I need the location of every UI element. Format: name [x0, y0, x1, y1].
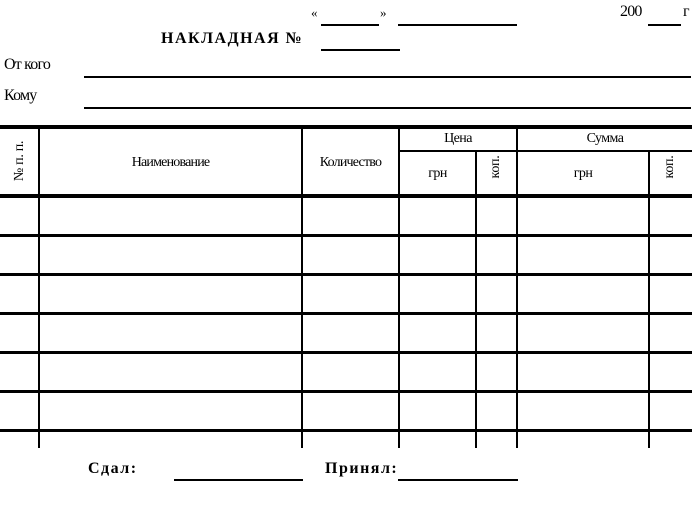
gave-label: Сдал: — [88, 460, 138, 477]
table-header-bottom — [0, 194, 692, 198]
year-prefix: 200 — [620, 3, 642, 20]
year-suffix: г — [683, 3, 689, 20]
col-number-header: № п. п. — [12, 140, 27, 182]
to-label: Кому — [4, 87, 37, 104]
received-label: Принял: — [325, 460, 399, 477]
received-signature-line — [398, 479, 518, 481]
table-row-line — [0, 390, 692, 393]
year-line — [648, 24, 681, 26]
header-subdivider — [399, 150, 692, 152]
month-line — [398, 24, 517, 26]
invoice-number-line — [321, 49, 400, 51]
col-qty-header: Количество — [319, 155, 382, 170]
from-line — [84, 76, 691, 78]
to-line — [84, 107, 691, 109]
quote-close: » — [380, 5, 386, 20]
table-row-line — [0, 312, 692, 315]
col-price-header: Цена — [444, 131, 472, 146]
table-col-divider — [301, 128, 303, 448]
gave-signature-line — [174, 479, 303, 481]
day-line — [321, 24, 379, 26]
table-col-divider — [38, 128, 40, 448]
table-row-line — [0, 429, 692, 432]
table-row-line — [0, 351, 692, 354]
table-top-border — [0, 125, 692, 129]
from-label: От кого — [4, 56, 51, 73]
sum-kop-header: коп. — [662, 155, 677, 179]
sum-uah-header: грн — [573, 166, 593, 181]
col-sum-header: Сумма — [586, 131, 624, 146]
page-title: НАКЛАДНАЯ № — [161, 30, 304, 47]
quote-open: « — [311, 5, 317, 20]
table-row-line — [0, 273, 692, 276]
price-kop-header: коп. — [488, 155, 503, 179]
col-name-header: Наименование — [131, 155, 210, 170]
price-uah-header: грн — [428, 166, 447, 181]
table-row-line — [0, 234, 692, 237]
